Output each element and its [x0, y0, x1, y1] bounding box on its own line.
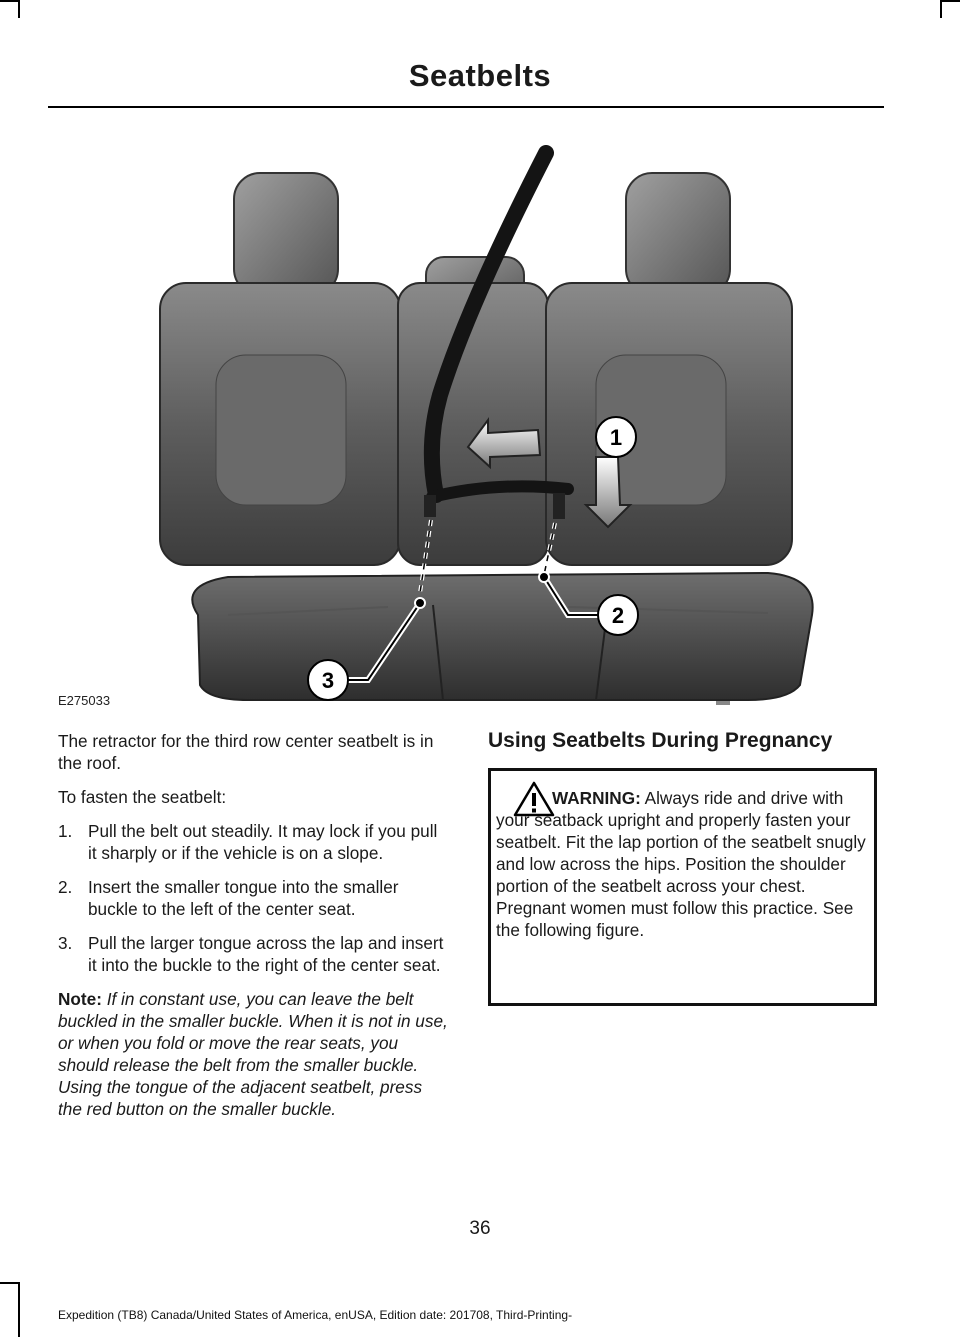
callout-2 [598, 595, 638, 635]
title-divider [48, 106, 884, 108]
headrest-left [234, 173, 338, 295]
list-item [58, 876, 450, 920]
step-number: 2. [58, 877, 73, 897]
list-item [58, 820, 450, 864]
step-number: 1. [58, 821, 73, 841]
list-item [58, 932, 450, 976]
crop-mark [942, 0, 960, 2]
page-footer: Expedition (TB8) Canada/United States of America, enUSA, Edition date: 201708, Third-Printing- [58, 1308, 573, 1322]
crop-mark [18, 1282, 20, 1337]
fasten-steps [58, 820, 450, 976]
crop-mark [0, 1282, 18, 1284]
svg-text:1: 1 [609, 425, 623, 450]
seat-cushion [192, 573, 812, 700]
crop-mark [940, 0, 942, 18]
note-label: Note: [58, 989, 102, 1009]
svg-text:2: 2 [611, 603, 625, 628]
section-heading: Using Seatbelts During Pregnancy [488, 729, 833, 752]
warning-text-block [496, 787, 874, 941]
crop-mark [0, 0, 18, 2]
fasten-heading: To fasten the seatbelt: [58, 787, 227, 807]
figure-id: E275033 [58, 693, 111, 708]
callout-3 [308, 660, 348, 700]
warning-label: WARNING: [552, 788, 641, 808]
callout-1 [596, 417, 636, 457]
intro-paragraph: The retractor for the third row center seatbelt is in the roof. [58, 731, 434, 773]
note-text: If in constant use, you can leave the belt buckled in the smaller buckle. When it is not in use, or when you fold or move the rear seats, you should release the belt from the smaller buckle. Using the tongue of the adjacent seatbelt, press the red button on the smaller buckle. [58, 989, 448, 1119]
page-number: 36 [469, 1218, 491, 1239]
warning-text: Always ride and drive with your seatback upright and properly fasten your seatbelt. Fit the lap portion of the seatbelt snugly and low across the hips. Position the shoulder portion of the seatbelt across your chest. Pregnant women must follow this practice. See the following figure. [496, 788, 866, 940]
step-text: Pull the belt out steadily. It may lock if you pull it sharply or if the vehicle is on a slope. [88, 821, 438, 863]
note-paragraph [58, 988, 450, 1120]
page-title: Seatbelts [408, 58, 552, 93]
svg-text:3: 3 [321, 668, 335, 693]
step-text: Insert the smaller tongue into the smaller buckle to the left of the center seat. [88, 877, 399, 919]
right-column [488, 728, 880, 940]
left-column [58, 730, 450, 1132]
headrest-right [626, 173, 730, 295]
warning-box [488, 768, 877, 1006]
step-number: 3. [58, 933, 73, 953]
seatbelt-illustration [48, 145, 884, 710]
crop-mark [18, 0, 20, 18]
step-text: Pull the larger tongue across the lap and insert it into the buckle to the right of the center seat. [88, 933, 444, 975]
